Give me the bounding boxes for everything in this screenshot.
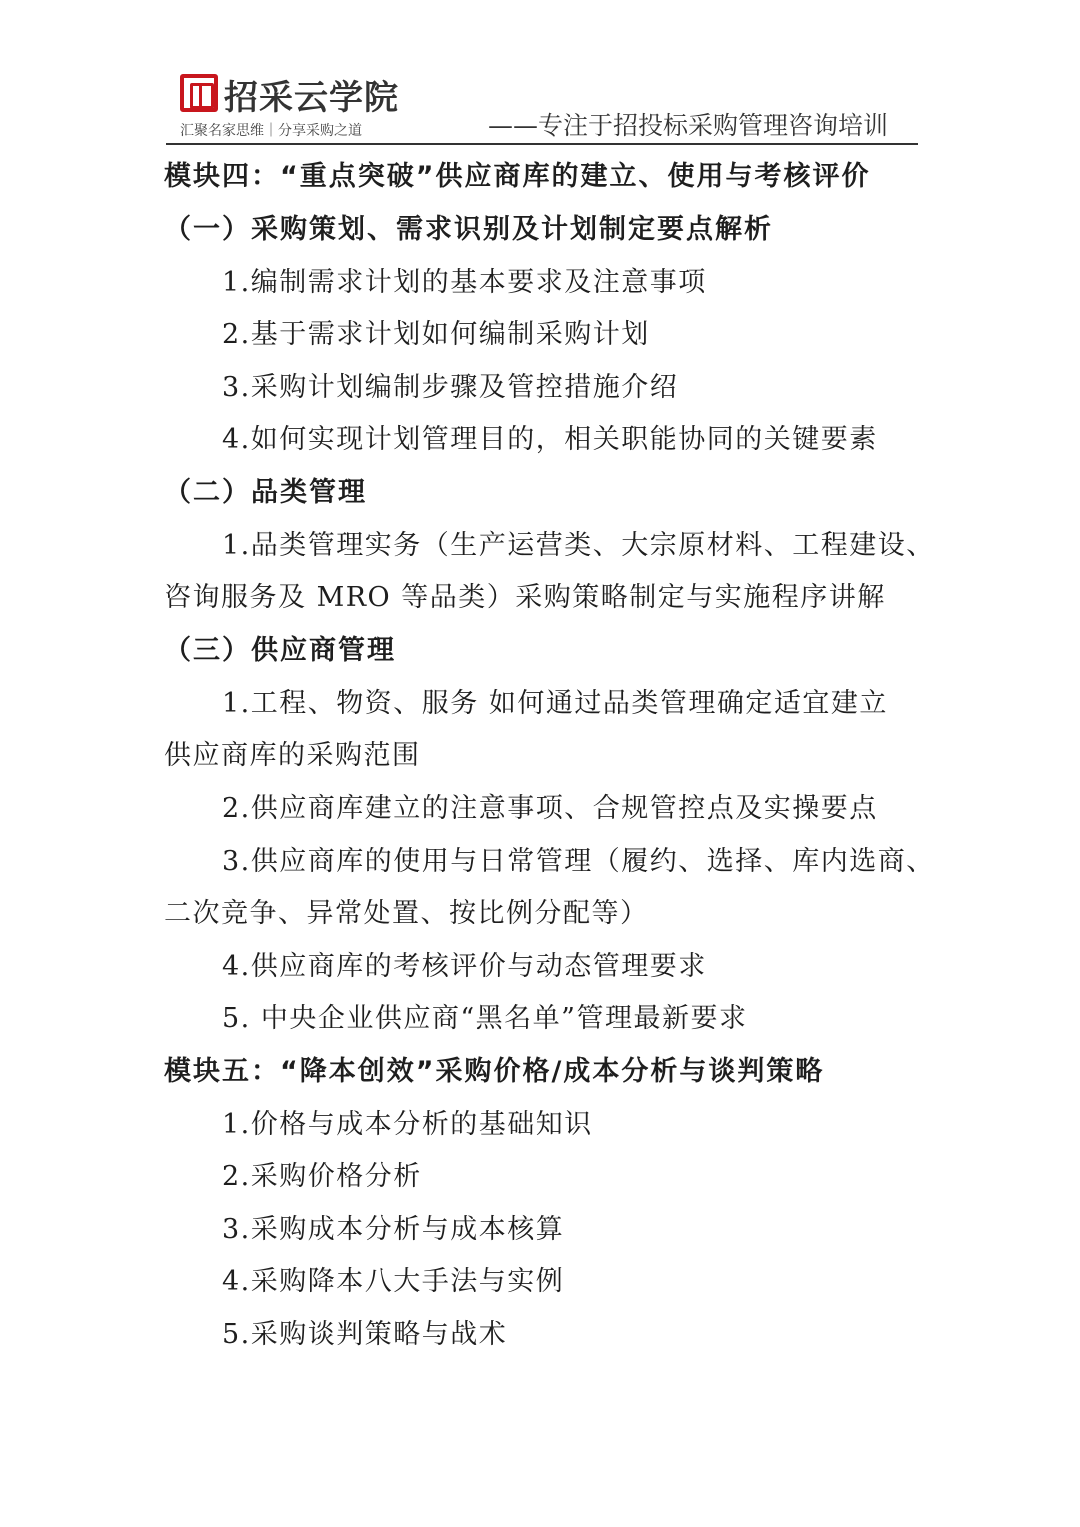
list-item: 2.采购价格分析 [222, 1161, 422, 1192]
list-item: 5. 中央企业供应商“黑名单”管理最新要求 [222, 1003, 748, 1034]
list-item: 3.采购成本分析与成本核算 [222, 1214, 565, 1245]
list-item: 5.采购谈判策略与战术 [222, 1319, 508, 1350]
section-heading: （二）品类管理 [164, 477, 367, 508]
brand-slogan: 汇聚名家思维｜分享采购之道 [180, 123, 362, 139]
list-item: 3.供应商库的使用与日常管理（履约、选择、库内选商、 [222, 846, 935, 877]
list-item: 2.供应商库建立的注意事项、合规管控点及实操要点 [222, 793, 878, 824]
list-item: 4.采购降本八大手法与实例 [222, 1266, 565, 1297]
list-item: 4.如何实现计划管理目的，相关职能协同的关键要素 [222, 424, 878, 455]
list-item: 1.工程、物资、服务 如何通过品类管理确定适宜建立 [222, 688, 888, 719]
section-heading: （三）供应商管理 [164, 635, 396, 666]
module-heading: 模块四：“重点突破”供应商库的建立、使用与考核评价 [164, 161, 871, 192]
list-item-continued: 二次竞争、异常处置、按比例分配等） [164, 898, 649, 929]
list-item: 2.基于需求计划如何编制采购计划 [222, 319, 650, 350]
list-item: 3.采购计划编制步骤及管控措施介绍 [222, 372, 679, 403]
list-item-continued: 供应商库的采购范围 [164, 740, 421, 771]
list-item-continued: 咨询服务及 MRO 等品类）采购策略制定与实施程序讲解 [164, 582, 886, 613]
list-item: 1.价格与成本分析的基础知识 [222, 1109, 593, 1140]
list-item: 1.品类管理实务（生产运营类、大宗原材料、工程建设、 [222, 530, 935, 561]
section-heading: （一）采购策划、需求识别及计划制定要点解析 [164, 214, 773, 245]
list-item: 4.供应商库的考核评价与动态管理要求 [222, 951, 707, 982]
brand-name: 招采云学院 [224, 78, 399, 118]
header-tagline: ——专注于招投标采购管理咨询培训 [488, 111, 889, 140]
list-item: 1.编制需求计划的基本要求及注意事项 [222, 267, 707, 298]
module-heading: 模块五：“降本创效”采购价格/成本分析与谈判策略 [164, 1056, 825, 1087]
